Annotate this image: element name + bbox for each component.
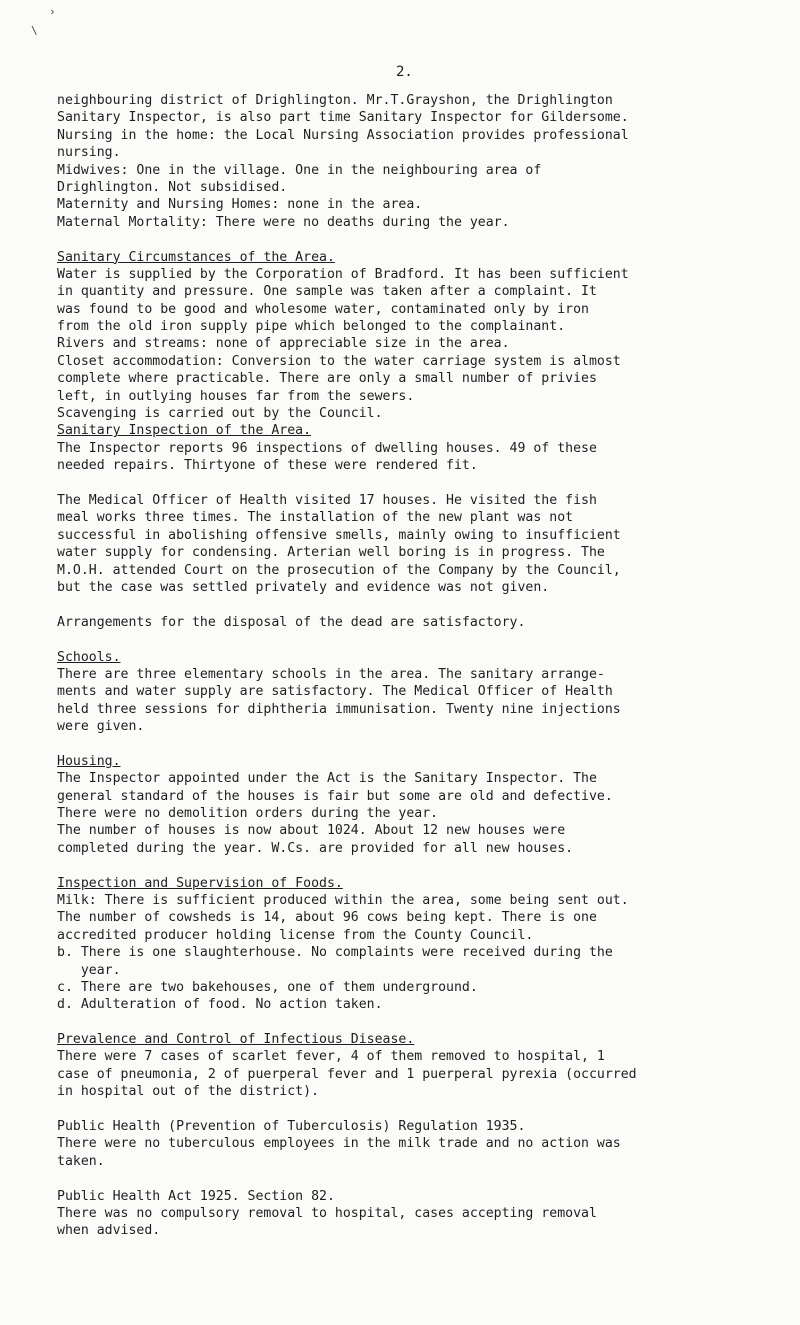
margin-mark: › [49,5,56,18]
page-number: 2. [396,64,413,80]
text-line: Water is supplied by the Corporation of Bradford. It has been sufficient [57,266,629,282]
text-line: complete where practicable. There are only a small number of privies [57,371,597,387]
text-line: Rivers and streams: none of appreciable size in the area. [57,336,510,352]
text-line: taken. [57,1153,105,1169]
text-line: held three sessions for diphtheria immunisation. Twenty nine injections [57,701,621,717]
text-line: water supply for condensing. Arterian well boring is in progress. The [57,545,605,561]
paragraph-gap [57,231,797,248]
text-line: neighbouring district of Drighlington. Mr.T.Grayshon, the Drighlington [57,93,613,108]
text-line: Closet accommodation: Conversion to the water carriage system is almost [57,353,621,369]
text-line: Public Health (Prevention of Tuberculosis) Regulation 1935. [57,1119,526,1135]
paragraph-gap [57,1170,797,1187]
paragraph-gap [57,475,797,492]
text-line: accredited producer holding license from the County Council. [57,927,534,943]
text-line: general standard of the houses is fair but some are old and defective. [57,788,613,804]
text-line: The number of houses is now about 1024. About 12 new houses were [57,823,566,839]
text-line: Public Health Act 1925. Section 82. [57,1188,335,1204]
text-line: successful in abolishing offensive smells, mainly owing to insufficient [57,527,621,543]
paragraph-gap [57,857,797,874]
text-line: Midwives: One in the village. One in the neighbouring area of [57,162,542,178]
paragraph-gap [57,1014,797,1031]
text-line: case of pneumonia, 2 of puerperal fever and 1 puerperal pyrexia (occurred [57,1066,637,1082]
section-heading: Inspection and Supervision of Foods. [57,875,343,891]
text-line: Drighlington. Not subsidised. [57,179,288,195]
section-heading: Prevalence and Control of Infectious Disease. [57,1032,415,1048]
text-line: meal works three times. The installation of the new plant was not [57,510,574,526]
text-line: There were no demolition orders during the year. [57,806,439,822]
text-line: when advised. [57,1223,161,1239]
section-heading: Sanitary Circumstances of the Area. [57,249,335,265]
text-line: in hospital out of the district). [57,1084,320,1100]
text-line: There were 7 cases of scarlet fever, 4 of them removed to hospital, 1 [57,1049,605,1065]
paragraph-gap [57,735,797,752]
text-line: completed during the year. W.Cs. are provided for all new houses. [57,840,574,856]
text-line: were given. [57,719,145,735]
text-line: d. Adulteration of food. No action taken. [57,997,383,1013]
text-line: b. There is one slaughterhouse. No complaints were received during the [57,945,613,961]
text-line: left, in outlying houses far from the sewers. [57,388,415,404]
text-line: The Medical Officer of Health visited 17 houses. He visited the fish [57,492,597,508]
section-heading: Housing. [57,753,121,769]
text-line: The Inspector reports 96 inspections of dwelling houses. 49 of these [57,440,597,456]
text-line: Sanitary Inspector, is also part time Sanitary Inspector for Gildersome. [57,110,629,126]
text-line: Nursing in the home: the Local Nursing Association provides professional [57,127,629,143]
text-line: Scavenging is carried out by the Council. [57,406,383,422]
paragraph-gap [57,596,797,613]
text-line: needed repairs. Thirtyone of these were rendered fit. [57,458,478,474]
section-heading: Schools. [57,649,121,665]
paragraph-gap [57,631,797,648]
text-line: Maternal Mortality: There were no deaths during the year. [57,214,510,230]
text-line: There was no compulsory removal to hospital, cases accepting removal [57,1206,597,1221]
paragraph-gap [57,1101,797,1118]
text-line: in quantity and pressure. One sample was taken after a complaint. It [57,284,597,300]
margin-mark: \ [31,24,38,37]
text-line: There were no tuberculous employees in the milk trade and no action was [57,1136,621,1152]
text-line: Arrangements for the disposal of the dead are satisfactory. [57,614,526,630]
text-line: The Inspector appointed under the Act is the Sanitary Inspector. The [57,771,597,787]
text-line: The number of cowsheds is 14, about 96 cows being kept. There is one [57,910,597,926]
text-line: year. [57,962,121,978]
section-heading: Sanitary Inspection of the Area. [57,423,312,439]
text-line: Milk: There is sufficient produced within the area, some being sent out. [57,892,629,908]
text-line: M.O.H. attended Court on the prosecution of the Company by the Council, [57,562,621,578]
text-line: but the case was settled privately and evidence was not given. [57,579,550,595]
text-line: was found to be good and wholesome water, contaminated only by iron [57,301,589,317]
text-line: from the old iron supply pipe which belonged to the complainant. [57,319,566,335]
text-line: nursing. [57,145,121,161]
text-line: There are three elementary schools in the area. The sanitary arrange- [57,666,605,682]
text-line: c. There are two bakehouses, one of them underground. [57,979,478,995]
text-line: ments and water supply are satisfactory. The Medical Officer of Health [57,684,613,700]
text-line: Maternity and Nursing Homes: none in the area. [57,197,423,213]
report-body [57,92,797,1240]
